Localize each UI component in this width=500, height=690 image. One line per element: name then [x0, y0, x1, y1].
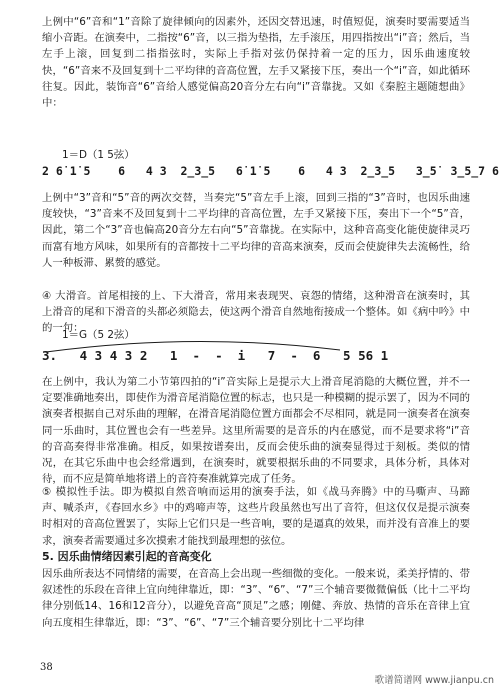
example-1-key: 1＝D（1 5弦）: [62, 149, 135, 161]
paragraph-6: 因乐曲所表达不同情绪的需要，在音高上会出现一些细微的变化。一般来说，柔美抒情的、带叙述性的乐段在音律上宜向纯律靠近，即：“3”、“6”、“7”三个辅音要微微偏低（比十二平均律分别低14、16和12音分），以避免音高“顶足”之感；刚健、奔放、热情的音乐在音律上宜向五度相生律靠近，即：“3”、“6”、“7”三个辅音要分别比十二平均律: [42, 568, 470, 629]
paragraph-4: 在上例中，我认为第二小节第四拍的“i”音实际上是提示大上滑音尾消隐的大概位置，并不一定要准确地奏出，即使作为滑音尾消隐位置的标志，也只是一种模糊的提示罢了，因为不同的演奏者根据自己对乐曲的理解，在滑音尾消隐位置方面都会不尽相同，就是同一演奏者在演奏同一乐曲时，其位置也会有一些差异。这里所需要的是音乐的内在感觉，而不是要求将“i”音的音高奏得非常准确。相反，如果按谱奏出，反而会使乐曲的演奏显得过于刻板。类似的情况，在其它乐曲中也会经常遇到，在演奏时，就要根据乐曲的不同要求，具体分析，具体对待，而不应是简单地将谱上的音符奏准就算完成了任务。: [42, 376, 470, 486]
watermark: 歌谱简谱网 www.jianpu.cn: [374, 675, 494, 686]
paragraph-5: ⑤ 模拟性手法。即为模拟自然音响而运用的演奏手法，如《战马奔腾》中的马嘶声、马蹄声、喊杀声，《春回水乡》中的鸡啼声等，这些片段虽然也写出了音符，但这仅仅是提示演奏时相对的音高位置罢了，实际上它们只是一些音响，要的是逼真的效果，而并没有音准上的要求，演奏者需要通过多次摸索才能找到最理想的弦位。: [42, 486, 470, 547]
section-heading: 5. 因乐曲情绪因素引起的音高变化: [42, 550, 212, 563]
example-1-notation: 2 6̇ 1̇ 5 6 4 3 2̲3̲5 6̇ 1̇ 5 6 4 3 2̲3̲5 3̲5̇ 3̲5̲7 6̇: [42, 164, 499, 178]
paragraph-1: 上例中“6”音和“1”音除了旋律倾向的因素外，还因交替迅速，时值短促，演奏时要需要适当缩小音距。在演奏中，二指按“6”音，以三指为垫指，左手滚压，用四指按出“i”音；然后，当左手上滚，回复到二指指弦时，实际上手指对弦仍保持着一定的压力，因乐曲速度较快，“6”音来不及回复到十二平均律的音高位置，左手又紧接下压，奏出一个“i”音，如此循环往复。因此，装饰音“6”音给人感觉偏高20音分左右向“i”音靠拢。又如《秦腔主题随想曲》中：: [42, 16, 470, 110]
paragraph-2: 上例中“3”音和“5”音的两次交替，当奏完“5”音左手上滚，回到三指的“3”音时，也因乐曲速度较快，“3”音来不及回复到十二平均律的音高位置，左手又紧接下压，奏出下一个“5”音，因此，第二个“3”音也偏高20音分左右向“5”音靠拢。在实际中，这种音高变化能使旋律灵巧而富有地方风味，如果所有的音都按十二平均律的音高来演奏，反而会使旋律失去流畅性，给人一种板滞、累赘的感觉。: [42, 192, 470, 269]
paragraph-3: ④ 大滑音。首尾相接的上、下大滑音，常用来表现哭、哀怨的情绪，这种滑音在演奏时，其上滑音的尾和下滑音的头都必须隐去，使这两个滑音自然地衔接成一个整体。如《病中吟》中的一句：: [42, 290, 470, 335]
page-number: 38: [40, 662, 53, 673]
example-2-notation: 3. 4 3 4 3 2 1 - - i 7 - 6 5 56 1: [42, 348, 389, 363]
example-2-key: 1＝G（5 2弦）: [62, 329, 135, 341]
